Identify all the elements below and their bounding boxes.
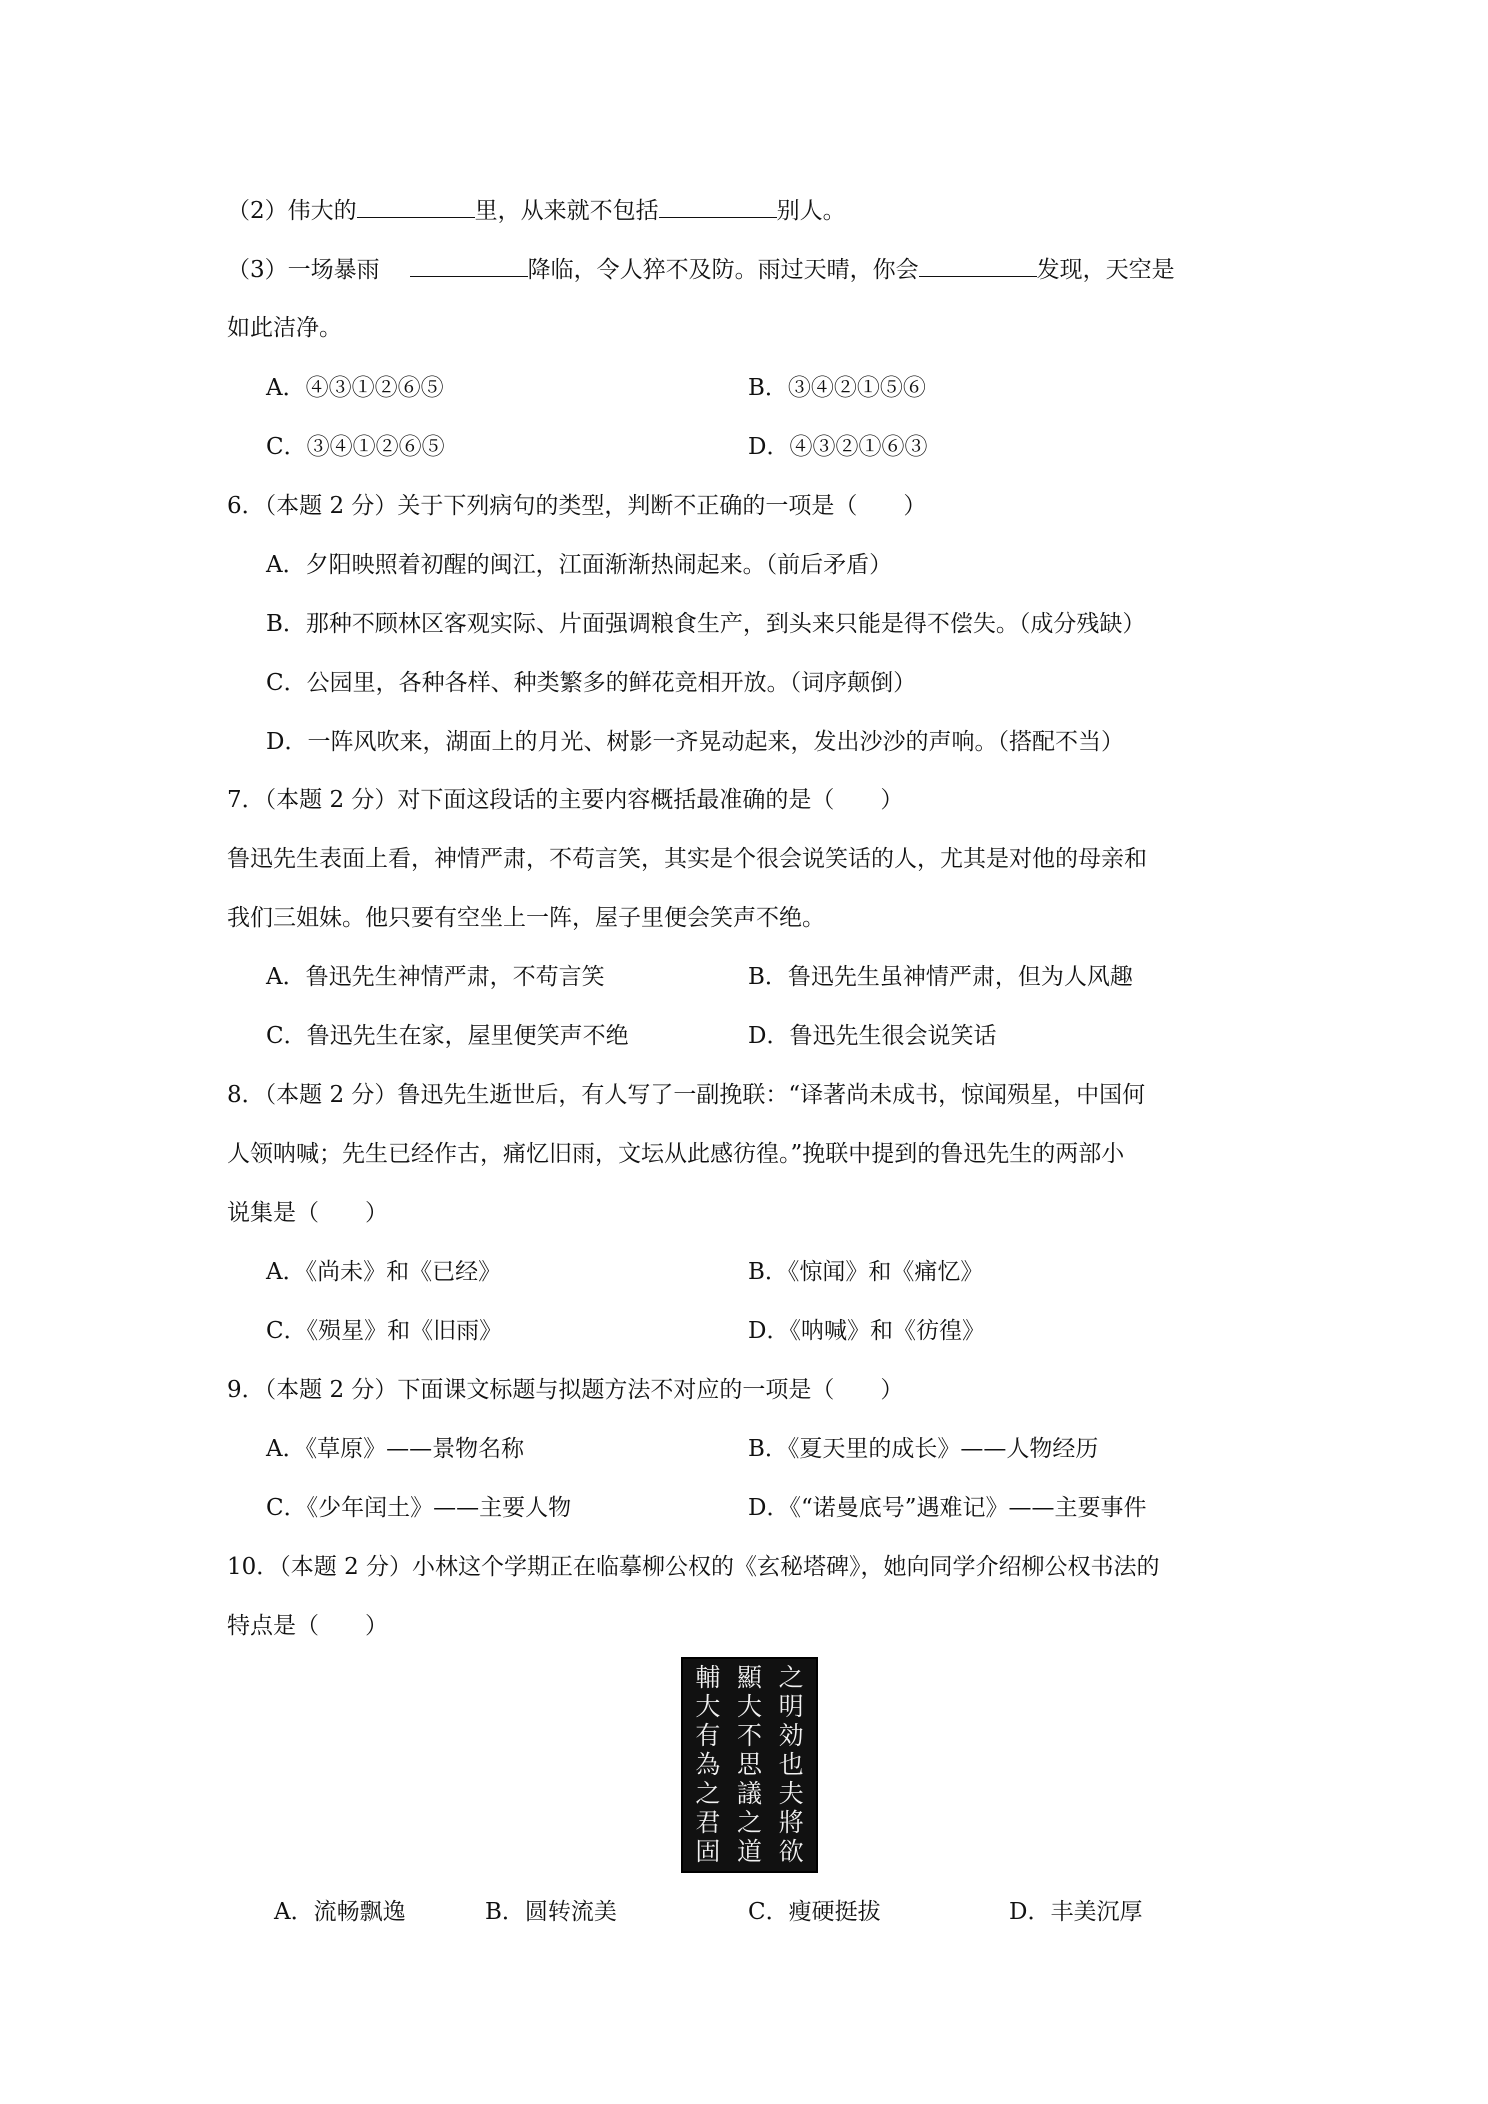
q8-stem-line-3: 说集是（ ） [227,1200,388,1226]
rubbing-char: 君 [695,1808,721,1837]
fill-blank [357,193,475,218]
q8-option-b[interactable]: B．《惊闻》和《痛忆》 [748,1259,984,1285]
q5-option-c[interactable]: C．③④①②⑥⑤ [266,434,445,460]
sentence-2-part-b: 里，从来就不包括 [474,198,659,224]
rubbing-char: 効 [778,1721,804,1750]
rubbing-char: 有 [695,1721,721,1750]
rubbing-char: 不 [736,1721,762,1750]
q7-passage-line-1: 鲁迅先生表面上看，神情严肃，不苟言笑，其实是个很会说笑话的人，尤其是对他的母亲和 [227,846,1147,872]
q7-option-d[interactable]: D．鲁迅先生很会说笑话 [748,1023,997,1049]
q9-stem: 9．（本题 2 分）下面课文标题与拟题方法不对应的一项是（ ） [227,1377,904,1403]
sentence-2 [227,193,846,227]
rubbing-char: 顯 [736,1663,762,1692]
sentence-3-part-c: 发现，天空是 [1036,257,1175,283]
q6-option-b[interactable]: B．那种不顾林区客观实际、片面强调粮食生产，到头来只能是得不偿失。（成分残缺） [266,611,1146,637]
rubbing-char: 將 [778,1808,804,1837]
q8-option-c[interactable]: C．《殒星》和《旧雨》 [266,1318,503,1344]
fill-blank [410,252,528,277]
rubbing-char: 大 [736,1692,762,1721]
rubbing-char: 夫 [778,1779,804,1808]
rubbing-column-3 [689,1665,727,1865]
rubbing-char: 道 [736,1837,762,1866]
q5-option-b[interactable]: B．③④②①⑤⑥ [748,375,926,401]
rubbing-char: 之 [695,1779,721,1808]
sentence-2-part-c: 别人。 [776,198,846,224]
rubbing-char: 明 [778,1692,804,1721]
q7-passage-line-2: 我们三姐妹。他只要有空坐上一阵，屋子里便会笑声不绝。 [227,905,825,931]
sentence-2-part-a: （2）伟大的 [227,198,357,224]
q10-option-d[interactable]: D．丰美沉厚 [1009,1899,1143,1925]
q10-option-b[interactable]: B．圆转流美 [485,1899,617,1925]
q6-option-c[interactable]: C．公园里，各种各样、种类繁多的鲜花竞相开放。（词序颠倒） [266,670,917,696]
q7-option-c[interactable]: C．鲁迅先生在家，屋里便笑声不绝 [266,1023,629,1049]
q6-stem: 6．（本题 2 分）关于下列病句的类型，判断不正确的一项是（ ） [227,493,927,519]
q9-option-a[interactable]: A．《草原》——景物名称 [266,1436,525,1462]
rubbing-char: 欲 [778,1837,804,1866]
q6-option-a[interactable]: A．夕阳映照着初醒的闽江，江面渐渐热闹起来。（前后矛盾） [266,552,893,578]
q8-stem-line-1: 8．（本题 2 分）鲁迅先生逝世后，有人写了一副挽联：“译著尚未成书，惊闻殒星，中国何 [227,1082,1146,1108]
rubbing-char: 思 [736,1750,762,1779]
rubbing-char: 為 [695,1750,721,1779]
rubbing-char: 之 [736,1808,762,1837]
q7-stem: 7．（本题 2 分）对下面这段话的主要内容概括最准确的是（ ） [227,787,904,813]
rubbing-char: 輔 [695,1663,721,1692]
rubbing-char: 之 [778,1663,804,1692]
rubbing-char: 也 [778,1750,804,1779]
q8-option-a[interactable]: A．《尚未》和《已经》 [266,1259,502,1285]
q9-option-d[interactable]: D．《“诺曼底号”遇难记》——主要事件 [748,1495,1147,1521]
sentence-3-continued: 如此洁净。 [227,315,342,341]
q7-option-a[interactable]: A．鲁迅先生神情严肃，不苟言笑 [266,964,605,990]
q5-option-a[interactable]: A．④③①②⑥⑤ [266,375,444,401]
rubbing-column-1 [772,1665,810,1865]
sentence-3 [227,252,1175,286]
q10-stem-line-2: 特点是（ ） [227,1613,388,1639]
fill-blank [919,252,1037,277]
fill-blank [659,193,777,218]
sentence-3-part-a: （3）一场暴雨 [227,257,380,283]
q6-option-d[interactable]: D．一阵风吹来，湖面上的月光、树影一齐晃动起来，发出沙沙的声响。（搭配不当） [266,729,1124,755]
rubbing-char: 固 [695,1837,721,1866]
q8-option-d[interactable]: D．《呐喊》和《彷徨》 [748,1318,985,1344]
q10-stem-line-1: 10．（本题 2 分）小林这个学期正在临摹柳公权的《玄秘塔碑》，她向同学介绍柳公权书法的 [227,1554,1160,1580]
q5-option-d[interactable]: D．④③②①⑥③ [748,434,928,460]
q10-option-c[interactable]: C．瘦硬挺拔 [748,1899,881,1925]
sentence-3-part-b: 降临，令人猝不及防。雨过天晴，你会 [527,257,919,283]
q10-option-a[interactable]: A．流畅飘逸 [274,1899,406,1925]
rubbing-char: 大 [695,1692,721,1721]
calligraphy-rubbing-image [681,1657,818,1873]
q9-option-b[interactable]: B．《夏天里的成长》——人物经历 [748,1436,1099,1462]
rubbing-char: 議 [736,1779,762,1808]
q8-stem-line-2: 人领呐喊；先生已经作古，痛忆旧雨，文坛从此感彷徨。”挽联中提到的鲁迅先生的两部小 [227,1141,1125,1167]
rubbing-column-2 [730,1665,768,1865]
q7-option-b[interactable]: B．鲁迅先生虽神情严肃，但为人风趣 [748,964,1133,990]
q9-option-c[interactable]: C．《少年闰土》——主要人物 [266,1495,572,1521]
